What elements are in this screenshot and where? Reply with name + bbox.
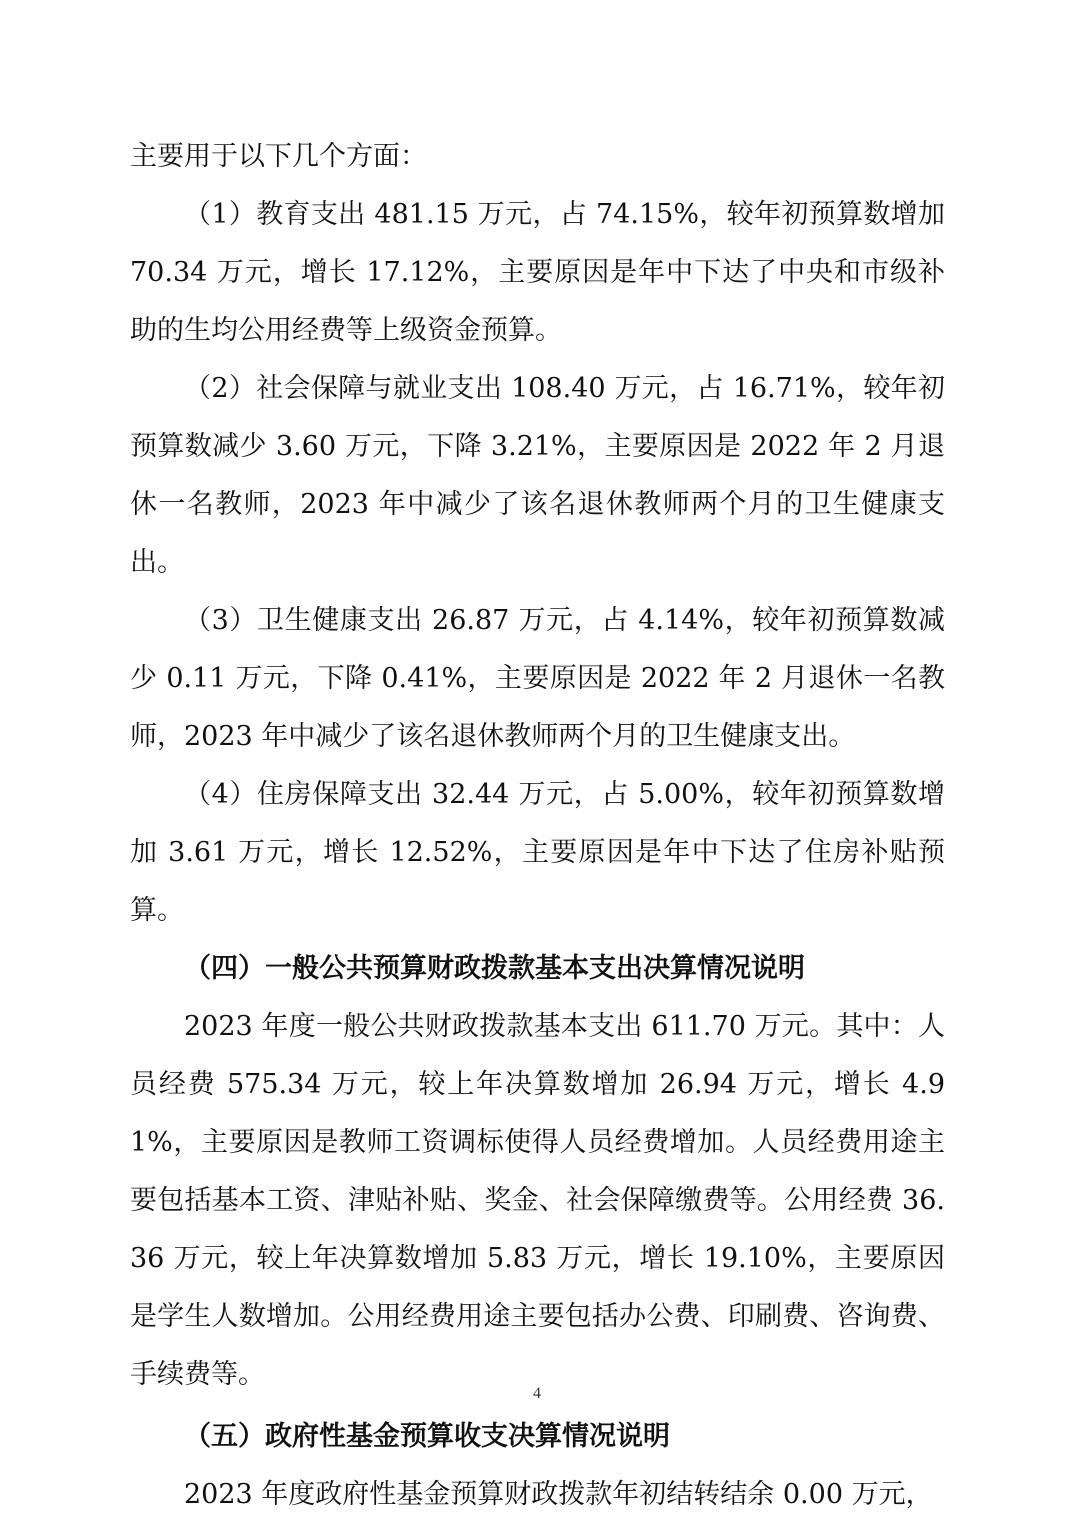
paragraph-education-expense: （1）教育支出 481.15 万元，占 74.15%，较年初预算数增加 70.34 万元，增长 17.12%，主要原因是年中下达了中央和市级补助的生均公用经费等上级资金预算。 xyxy=(130,199,945,346)
paragraph-basic-expenditure: 2023 年度一般公共财政拨款基本支出 611.70 万元。其中：人员经费 575.34 万元，较上年决算数增加 26.94 万元，增长 4.91%，主要原因是教师工资调标使得人员经费增加。人员经费用途主要包括基本工资、津贴补贴、奖金、社会保障缴费等。公用经费 36.36 万元，较上年决算数增加 5.83 万元，增长 19.10%，主要原因是学生人数增加。公用经费用途主要包括办公费、印刷费、咨询费、手续费等。 xyxy=(130,1011,945,1390)
section-heading-basic-expenditure: （四）一般公共预算财政拨款基本支出决算情况说明 xyxy=(184,953,805,984)
page-number: 4 xyxy=(533,1385,541,1402)
paragraph-government-fund: 2023 年度政府性基金预算财政拨款年初结转结余 0.00 万元， xyxy=(184,1479,933,1510)
section-heading-government-fund: （五）政府性基金预算收支决算情况说明 xyxy=(184,1421,670,1452)
document-body xyxy=(130,128,945,1524)
paragraph-health-expense: （3）卫生健康支出 26.87 万元，占 4.14%，较年初预算数减少 0.11 万元，下降 0.41%，主要原因是 2022 年 2 月退休一名教师，2023 年中减少了该名退休教师两个月的卫生健康支出。 xyxy=(130,605,945,752)
paragraph-housing-expense: （4）住房保障支出 32.44 万元，占 5.00%，较年初预算数增加 3.61 万元，增长 12.52%，主要原因是年中下达了住房补贴预算。 xyxy=(130,779,945,926)
paragraph-intro: 主要用于以下几个方面： xyxy=(130,141,427,172)
paragraph-social-security-expense: （2）社会保障与就业支出 108.40 万元，占 16.71%，较年初预算数减少 3.60 万元，下降 3.21%，主要原因是 2022 年 2 月退休一名教师，2023 年中减少了该名退休教师两个月的卫生健康支出。 xyxy=(130,373,945,578)
